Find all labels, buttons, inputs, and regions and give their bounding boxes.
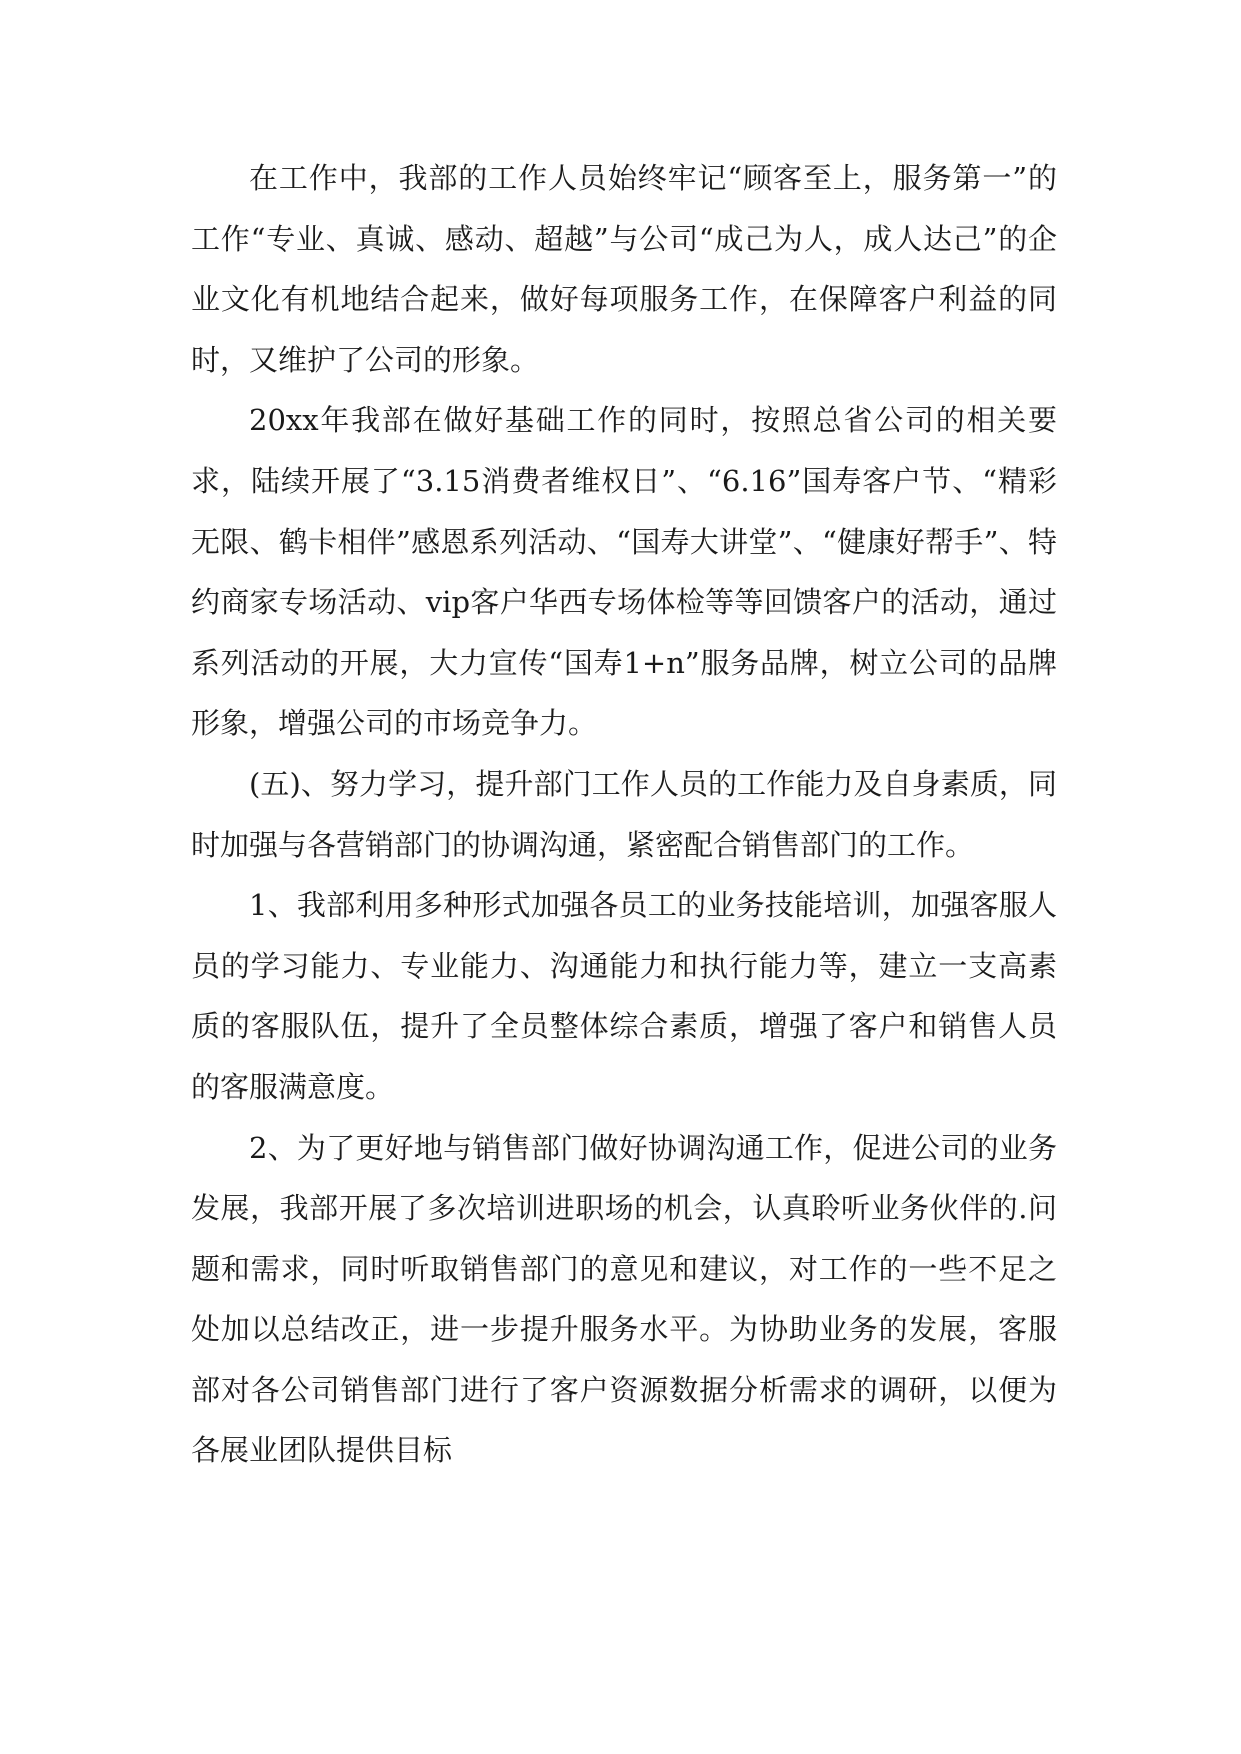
paragraph-section-five: (五)、努力学习，提升部门工作人员的工作能力及自身素质，同时加强与各营销部门的协调沟通，紧密配合销售部门的工作。 <box>191 766 1057 862</box>
paragraph-customer-first: 在工作中，我部的工作人员始终牢记“顾客至上，服务第一”的工作“专业、真诚、感动、超越”与公司“成己为人，成人达己”的企业文化有机地结合起来，做好每项服务工作，在保障客户利益的同时，又维护了公司的形象。 <box>191 161 1057 377</box>
document-body <box>191 148 1057 1481</box>
paragraph-item-one: 1、我部利用多种形式加强各员工的业务技能培训，加强客服人员的学习能力、专业能力、沟通能力和执行能力等，建立一支高素质的客服队伍，提升了全员整体综合素质，增强了客户和销售人员的客服满意度。 <box>191 888 1057 1104</box>
paragraph-activities: 20xx年我部在做好基础工作的同时，按照总省公司的相关要求，陆续开展了“3.15消费者维权日”、“6.16”国寿客户节、“精彩无限、鹤卡相伴”感恩系列活动、“国寿大讲堂”、“健康好帮手”、特约商家专场活动、vip客户华西专场体检等等回馈客户的活动，通过系列活动的开展，大力宣传“国寿1+n”服务品牌，树立公司的品牌形象，增强公司的市场竞争力。 <box>191 403 1057 741</box>
paragraph-item-two: 2、为了更好地与销售部门做好协调沟通工作，促进公司的业务发展，我部开展了多次培训进职场的机会，认真聆听业务伙伴的.问题和需求，同时听取销售部门的意见和建议，对工作的一些不足之处加以总结改正，进一步提升服务水平。为协助业务的发展，客服部对各公司销售部门进行了客户资源数据分析需求的调研，以便为各展业团队提供目标 <box>191 1130 1057 1468</box>
